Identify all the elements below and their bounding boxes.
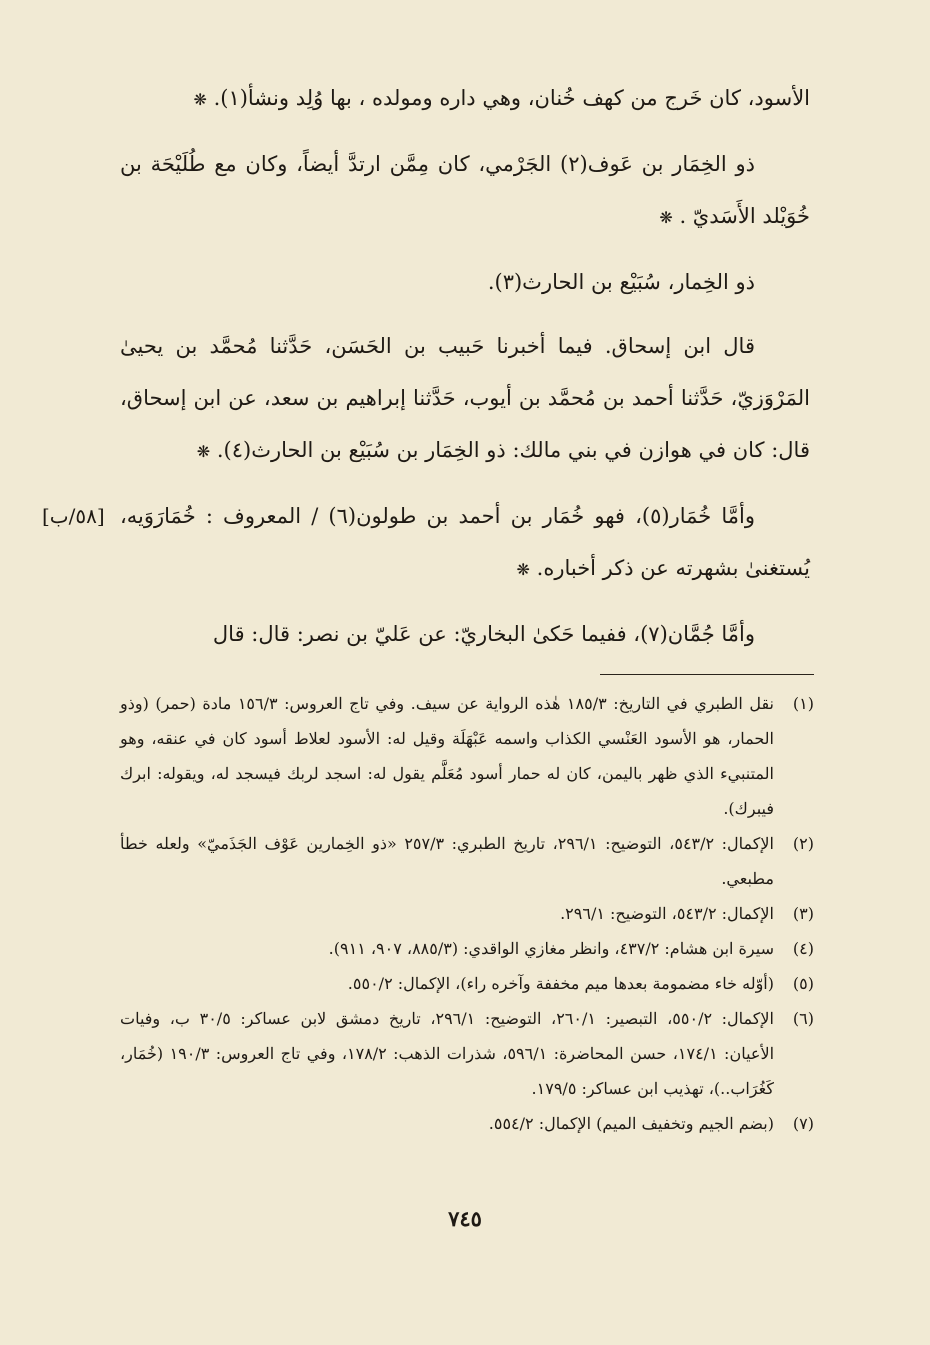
footnote-text: الإكمال: ٥٤٣/٢، التوضيح: ٢٩٦/١. — [560, 904, 774, 923]
footnote-number: (٦) — [792, 1009, 814, 1028]
manuscript-leaf-reference: [٥٨/ب] — [42, 504, 105, 528]
end-marker-star: ❋ — [516, 560, 530, 579]
footnote-7 — [120, 1106, 814, 1141]
page-number: ٧٤٥ — [448, 1206, 482, 1231]
footnote-text: (أوّله خاء مضمومة بعدها ميم مخففة وآخره راء)، الإكمال: ٥٥٠/٢. — [347, 974, 774, 993]
end-marker-star: ❋ — [193, 90, 207, 109]
paragraph-1: الأسود، كان خَرج من كهف خُنان، وهي داره ومولده ، بها وُلِد ونشأ(١). ❋ — [193, 86, 810, 110]
footnote-6 — [120, 1001, 814, 1106]
paragraph-2: ذو الخِمَار بن عَوف(٢) الجَرْمي، كان مِمَّن ارتدَّ أيضاً، وكان مع طُلَيْحَة بن خُوَيْلد الأَسَديّ . ❋ — [120, 152, 810, 228]
footnote-3 — [120, 896, 814, 931]
footnotes — [120, 686, 814, 1141]
footnote-2 — [120, 826, 814, 896]
main-text — [120, 72, 810, 672]
footnote-number: (٢) — [792, 834, 814, 853]
footnote-text: سيرة ابن هشام: ٤٣٧/٢، وانظر مغازي الواقدي: (٨٨٥/٣، ٩٠٧، ٩١١). — [328, 939, 774, 958]
footnote-number: (٥) — [792, 974, 814, 993]
paragraph-4: قال ابن إسحاق. فيما أخبرنا حَبيب بن الحَسَن، حَدَّثنا مُحمَّد بن يحيىٰ المَرْوَزيّ، حَدَّثنا أحمد بن مُحمَّد بن أيوب، حَدَّثنا إبراهيم بن سعد، عن ابن إسحاق، قال: كان في هوازن في بني مالك: ذو الخِمَار بن سُبَيْع بن الحارث(٤). ❋ — [120, 334, 810, 462]
paragraph-3: ذو الخِمار، سُبَيْع بن الحارث(٣). — [487, 270, 755, 294]
footnote-5 — [120, 966, 814, 1001]
footnote-number: (٧) — [792, 1114, 814, 1133]
end-marker-star: ❋ — [659, 208, 673, 227]
paragraph-5: وأمَّا خُمَار(٥)، فهو خُمَار بن أحمد بن طولون(٦) / المعروف : خُمَارَوَيه، يُستغنىٰ بشهرته عن ذكر أخباره. ❋ — [120, 504, 810, 580]
footnote-text: (بضم الجيم وتخفيف الميم) الإكمال: ٥٥٤/٢. — [488, 1114, 774, 1133]
footnote-4 — [120, 931, 814, 966]
footnote-number: (١) — [792, 694, 814, 713]
footnote-number: (٤) — [792, 939, 814, 958]
footnote-text: الإكمال: ٥٥٠/٢، التبصير: ٢٦٠/١، التوضيح: ٢٩٦/١، تاريخ دمشق لابن عساكر: ٣٠/٥ ب، وفيات الأعيان: ١٧٤/١، حسن المحاضرة: ٥٩٦/١، شذرات الذهب: ١٧٨/٢، وفي تاج العروس: ١٩٠/٣ (خُمَار، كَغُرَاب..)، تهذيب ابن عساكر: ١٧٩/٥. — [120, 1009, 775, 1098]
end-marker-star: ❋ — [196, 442, 211, 461]
footnote-number: (٣) — [792, 904, 814, 923]
footnote-text: نقل الطبري في التاريخ: ١٨٥/٣ هٰذه الرواية عن سيف. وفي تاج العروس: ١٥٦/٣ مادة (حمر) (وذو الحمار، هو الأسود العَنْسي الكذاب واسمه عَبْهَلَة وقيل له: الأسود لعلاط أسود كان في عنقه، وهو المتنبيء الذي ظهر باليمن، كان له حمار أسود مُعَلَّم يقول له: اسجد لربك فيسجد له، ويقوله: ابرك فيبرك). — [120, 694, 775, 818]
paragraph-6: وأمَّا جُمَّان(٧)، ففيما حَكىٰ البخاريّ: عن عَليّ بن نصر: قال: قال — [212, 622, 755, 646]
footnote-divider — [600, 674, 814, 675]
footnote-text: الإكمال: ٥٤٣/٢، التوضيح: ٢٩٦/١، تاريخ الطبري: ٢٥٧/٣ «ذو الخِمارين عَوْف الجَذَميّ» ولعله خطأ مطبعي. — [120, 834, 774, 888]
footnote-1 — [120, 686, 814, 826]
